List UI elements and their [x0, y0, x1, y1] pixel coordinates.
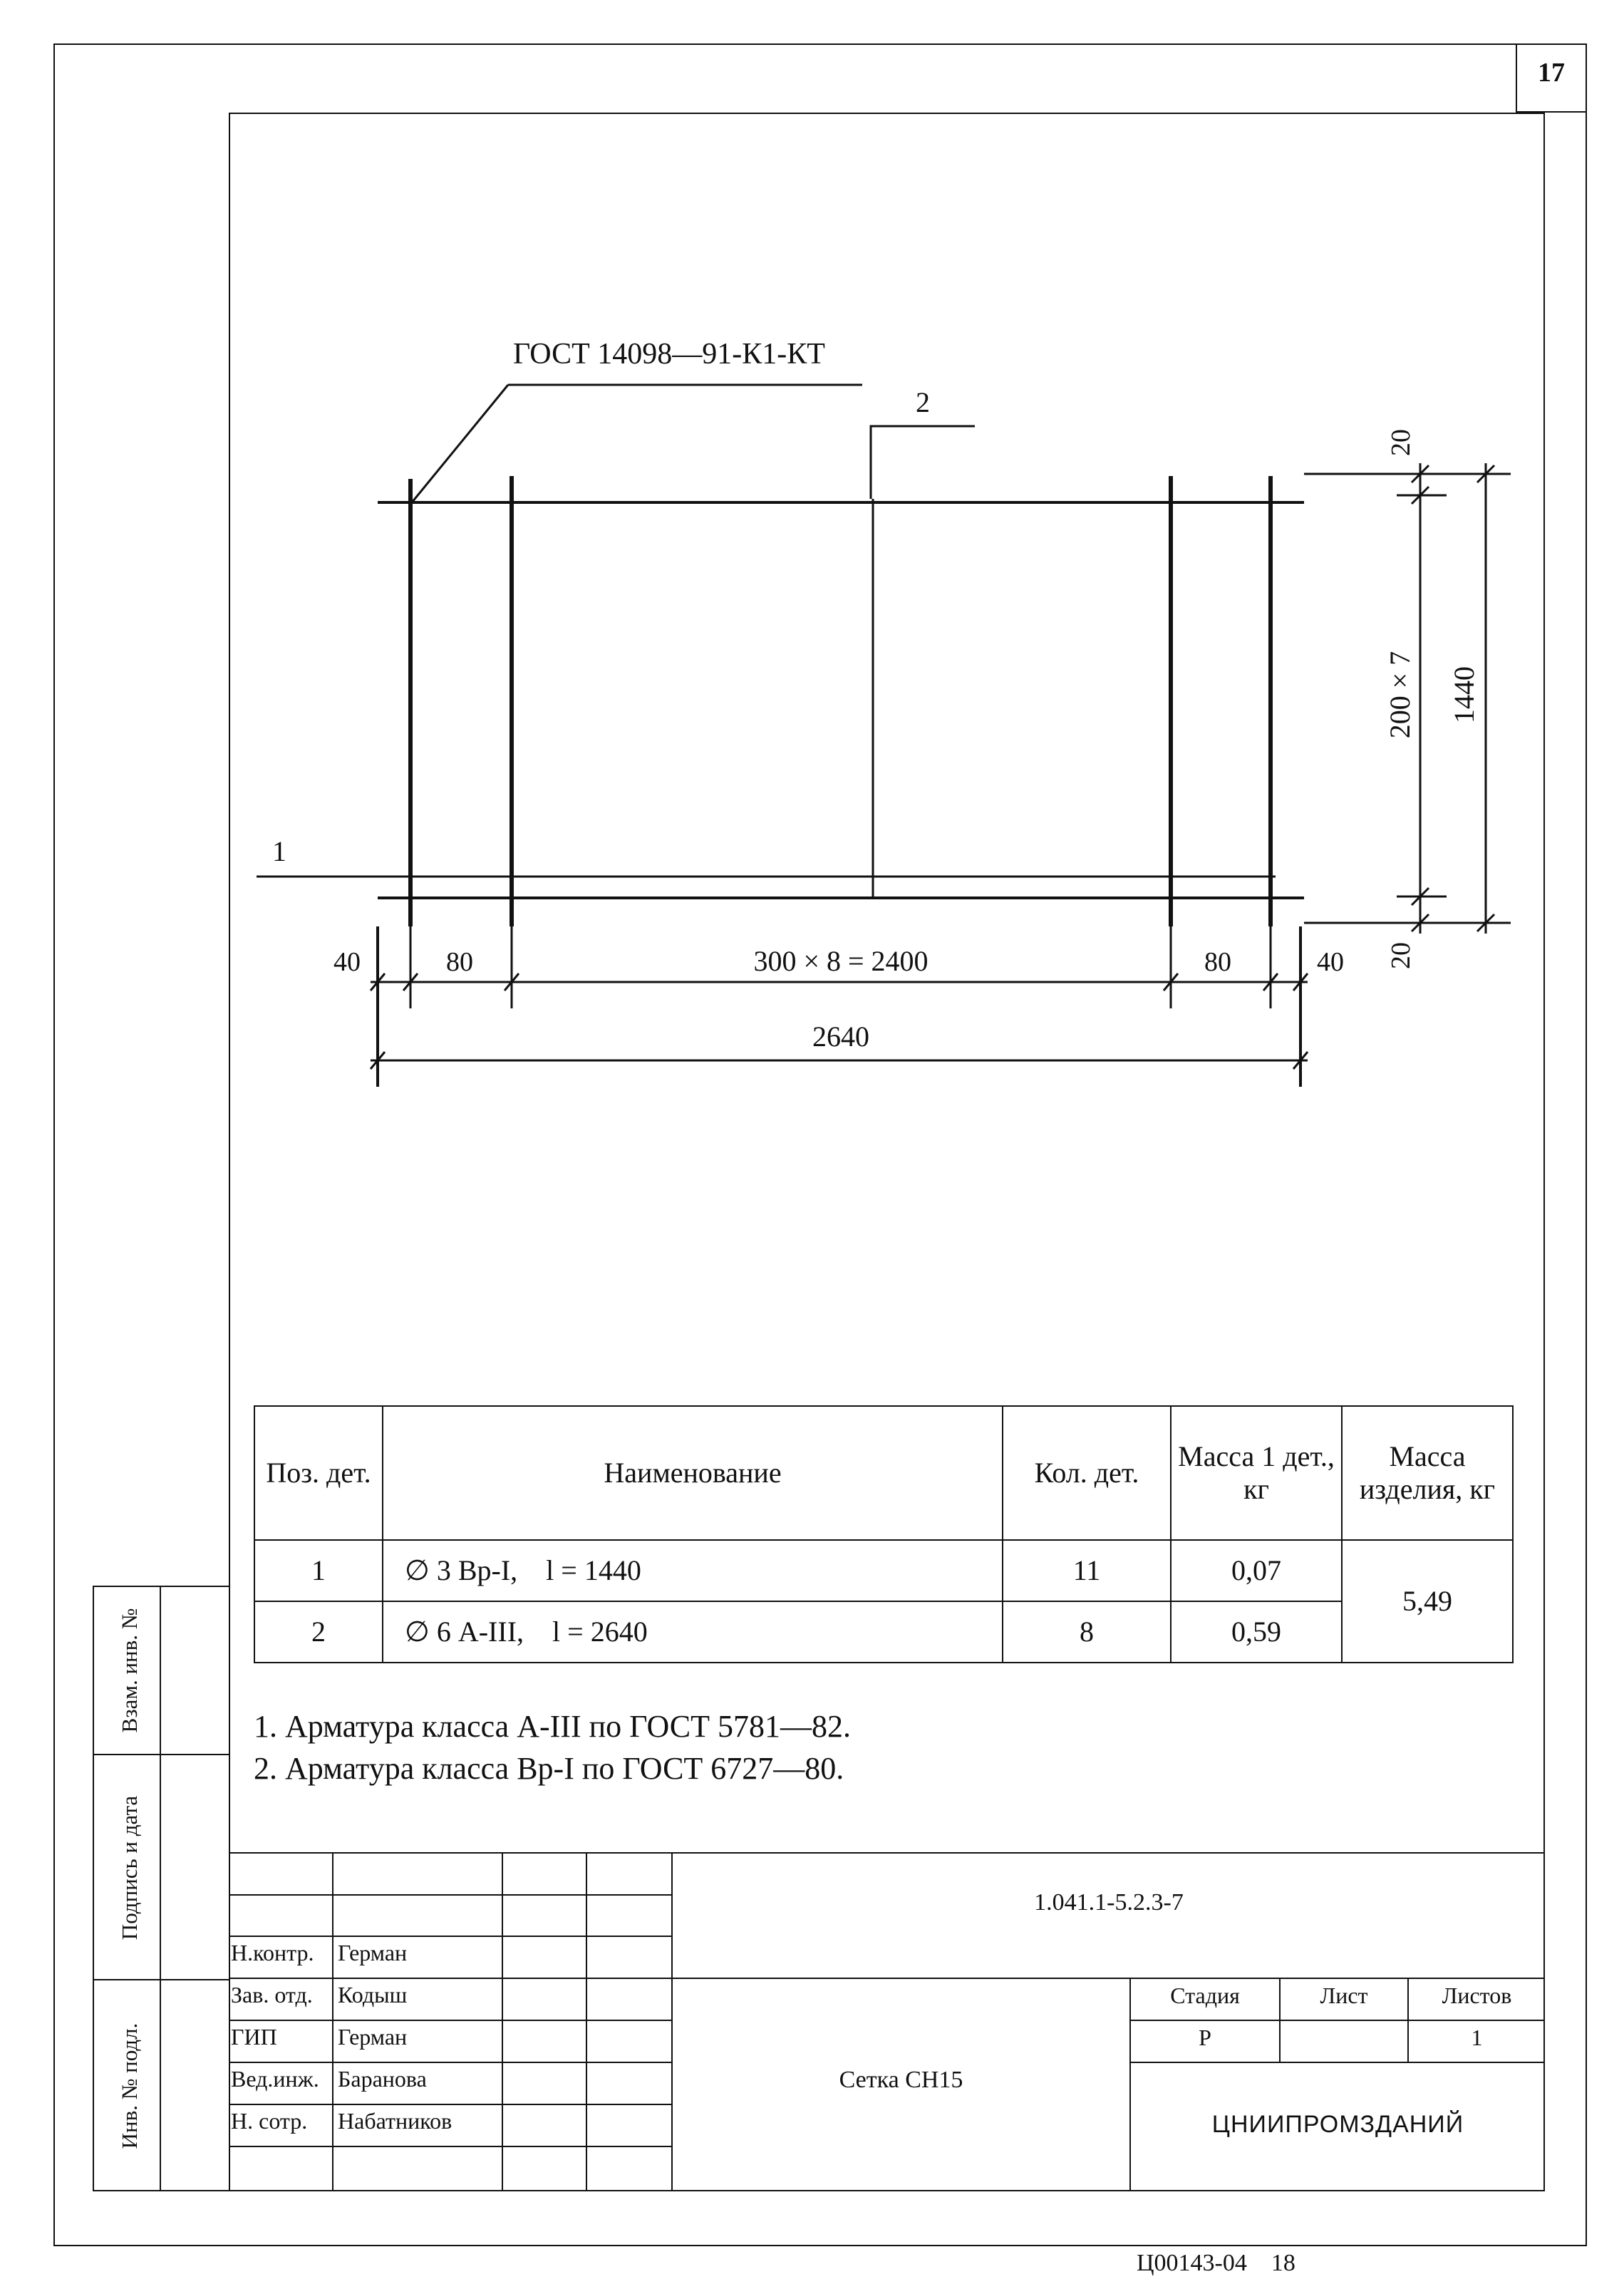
stage-value: Р	[1199, 2025, 1211, 2050]
dim-80-left: 80	[446, 947, 473, 977]
mesh-drawing	[0, 0, 1624, 1112]
footer	[1137, 2250, 1295, 2277]
side-stamp-divider	[160, 1586, 161, 2191]
organization: ЦНИИПРОМЗДАНИЙ	[1211, 2111, 1464, 2138]
dim-total: 2640	[812, 1021, 869, 1053]
dim-40-right: 40	[1317, 947, 1344, 977]
position-1-label: 1	[272, 835, 286, 867]
dim-1440: 1440	[1448, 666, 1480, 723]
side-stamp-vzam	[93, 1586, 230, 1755]
name-5: Набатников	[338, 2108, 452, 2134]
role-1: Н.контр.	[231, 1940, 314, 1965]
row1-mass: 0,07	[1171, 1540, 1342, 1601]
role-4: Вед.инж.	[231, 2066, 319, 2092]
gost-leader-label: ГОСТ 14098—91-К1-КТ	[513, 338, 825, 371]
sheets-value: 1	[1471, 2025, 1483, 2050]
row2-mass: 0,59	[1171, 1601, 1342, 1663]
header-mass-total: Масса изделия, кг	[1342, 1406, 1513, 1540]
row1-len: l = 1440	[546, 1554, 641, 1586]
row1-pos: 1	[254, 1540, 383, 1601]
total-mass: 5,49	[1342, 1540, 1513, 1663]
side-stamp-podpis	[93, 1754, 230, 1980]
dim-80-right: 80	[1204, 947, 1231, 977]
note-1: 1. Арматура класса А-III по ГОСТ 5781—82.	[254, 1709, 852, 1744]
specification-table	[254, 1405, 1514, 1663]
row2-name-text: ∅ 6 А-III,	[405, 1616, 524, 1648]
name-1: Герман	[338, 1940, 408, 1965]
footer-number: 18	[1271, 2250, 1295, 2276]
dim-center: 300 × 8 = 2400	[753, 945, 929, 977]
side-label-inv: Инв. № подл.	[117, 2022, 142, 2149]
row1-name-text: ∅ 3 Вр-I,	[405, 1554, 518, 1586]
row1-qty: 11	[1003, 1540, 1171, 1601]
role-5: Н. сотр.	[231, 2108, 308, 2134]
table-row	[254, 1601, 1513, 1663]
name-4: Баранова	[338, 2066, 427, 2092]
row1-name	[383, 1540, 1003, 1601]
footer-code: Ц00143-04	[1137, 2250, 1247, 2276]
note-2: 2. Арматура класса Вр-I по ГОСТ 6727—80.	[254, 1751, 844, 1786]
row2-name	[383, 1601, 1003, 1663]
stage-label: Стадия	[1170, 1983, 1240, 2008]
dim-20-bottom: 20	[1386, 942, 1416, 969]
role-2: Зав. отд.	[231, 1982, 313, 2008]
drawing-title: Сетка СН15	[839, 2067, 963, 2093]
page-number: 17	[1538, 58, 1565, 88]
dim-20-top: 20	[1386, 429, 1416, 456]
position-2-label: 2	[916, 386, 930, 418]
dim-200x7: 200 × 7	[1384, 651, 1416, 739]
side-label-podpis: Подпись и дата	[117, 1795, 142, 1941]
header-qty: Кол. дет.	[1003, 1406, 1171, 1540]
sheet-label: Лист	[1320, 1983, 1368, 2008]
notes	[254, 1705, 851, 1789]
doc-code: 1.041.1-5.2.3-7	[1034, 1889, 1184, 1916]
sheets-label: Листов	[1442, 1983, 1512, 2008]
header-mass1: Масса 1 дет., кг	[1171, 1406, 1342, 1540]
role-3: ГИП	[231, 2024, 277, 2050]
side-stamp-inv	[93, 1979, 230, 2191]
row2-pos: 2	[254, 1601, 383, 1663]
table-row	[254, 1540, 1513, 1601]
row2-len: l = 2640	[552, 1616, 648, 1648]
header-pos: Поз. дет.	[254, 1406, 383, 1540]
dim-40-left: 40	[333, 947, 361, 977]
name-3: Герман	[338, 2024, 408, 2050]
name-2: Кодыш	[338, 1982, 408, 2008]
side-label-vzam: Взам. инв. №	[117, 1608, 142, 1733]
header-name: Наименование	[383, 1406, 1003, 1540]
row2-qty: 8	[1003, 1601, 1171, 1663]
